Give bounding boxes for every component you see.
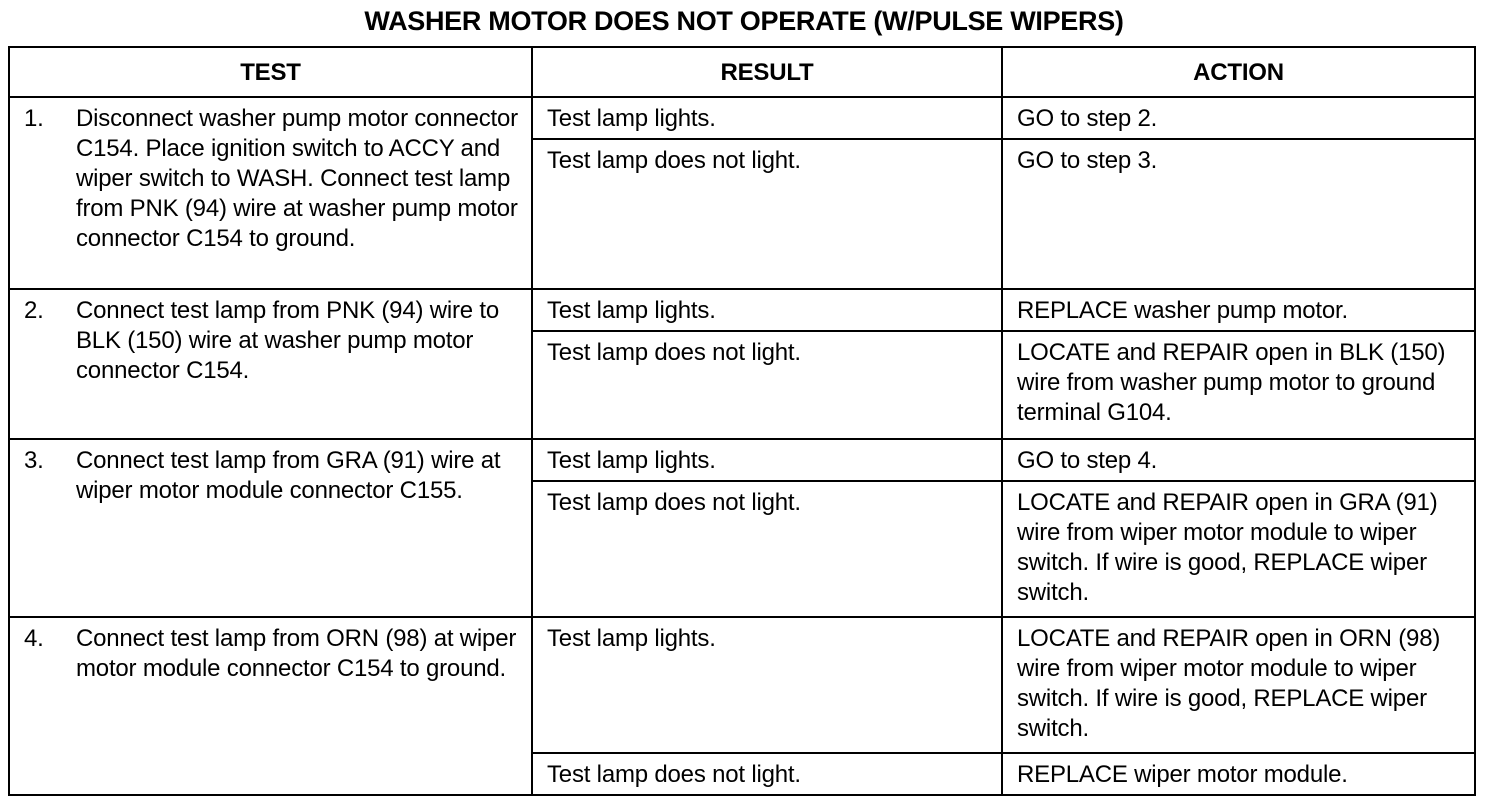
action-cell: REPLACE wiper motor module. — [1002, 753, 1475, 795]
result-cell: Test lamp does not light. — [532, 331, 1002, 439]
action-cell: REPLACE washer pump motor. — [1002, 289, 1475, 331]
result-cell: Test lamp does not light. — [532, 753, 1002, 795]
table-row — [9, 289, 1475, 331]
action-cell: LOCATE and REPAIR open in GRA (91) wire from wiper motor module to wiper switch. If wire is good, REPLACE wiper switch. — [1002, 481, 1475, 617]
step-text: Connect test lamp from GRA (91) wire at wiper motor module connector C155. — [76, 447, 501, 504]
test-step-cell — [9, 439, 532, 617]
result-cell: Test lamp lights. — [532, 439, 1002, 481]
step-number: 4. — [24, 625, 44, 652]
step-text: Disconnect washer pump motor connector C154. Place ignition switch to ACCY and wiper switch to WASH. Connect test lamp from PNK (94) wire at washer pump motor connector C154 to ground. — [76, 105, 518, 252]
diagnostic-table — [8, 46, 1476, 796]
test-step-cell — [9, 617, 532, 795]
result-cell: Test lamp does not light. — [532, 139, 1002, 289]
header-row — [9, 47, 1475, 97]
result-cell: Test lamp lights. — [532, 97, 1002, 139]
step-text: Connect test lamp from ORN (98) at wiper motor module connector C154 to ground. — [76, 625, 517, 682]
result-cell: Test lamp lights. — [532, 617, 1002, 753]
table-row — [9, 617, 1475, 753]
step-text: Connect test lamp from PNK (94) wire to BLK (150) wire at washer pump motor connector C154. — [76, 297, 500, 384]
header-action: ACTION — [1002, 47, 1475, 97]
step-number: 2. — [24, 297, 44, 324]
page-title: WASHER MOTOR DOES NOT OPERATE (W/PULSE WIPERS) — [364, 6, 1124, 36]
result-cell: Test lamp lights. — [532, 289, 1002, 331]
header-result: RESULT — [532, 47, 1002, 97]
test-step-cell — [9, 97, 532, 289]
action-cell: GO to step 2. — [1002, 97, 1475, 139]
result-cell: Test lamp does not light. — [532, 481, 1002, 617]
action-cell: GO to step 3. — [1002, 139, 1475, 289]
table-row — [9, 439, 1475, 481]
step-number: 1. — [24, 105, 44, 132]
step-number: 3. — [24, 447, 44, 474]
action-cell: GO to step 4. — [1002, 439, 1475, 481]
test-step-cell — [9, 289, 532, 439]
header-test: TEST — [9, 47, 532, 97]
action-cell: LOCATE and REPAIR open in BLK (150) wire from washer pump motor to ground terminal G104. — [1002, 331, 1475, 439]
table-row — [9, 97, 1475, 139]
action-cell: LOCATE and REPAIR open in ORN (98) wire from wiper motor module to wiper switch. If wire is good, REPLACE wiper switch. — [1002, 617, 1475, 753]
